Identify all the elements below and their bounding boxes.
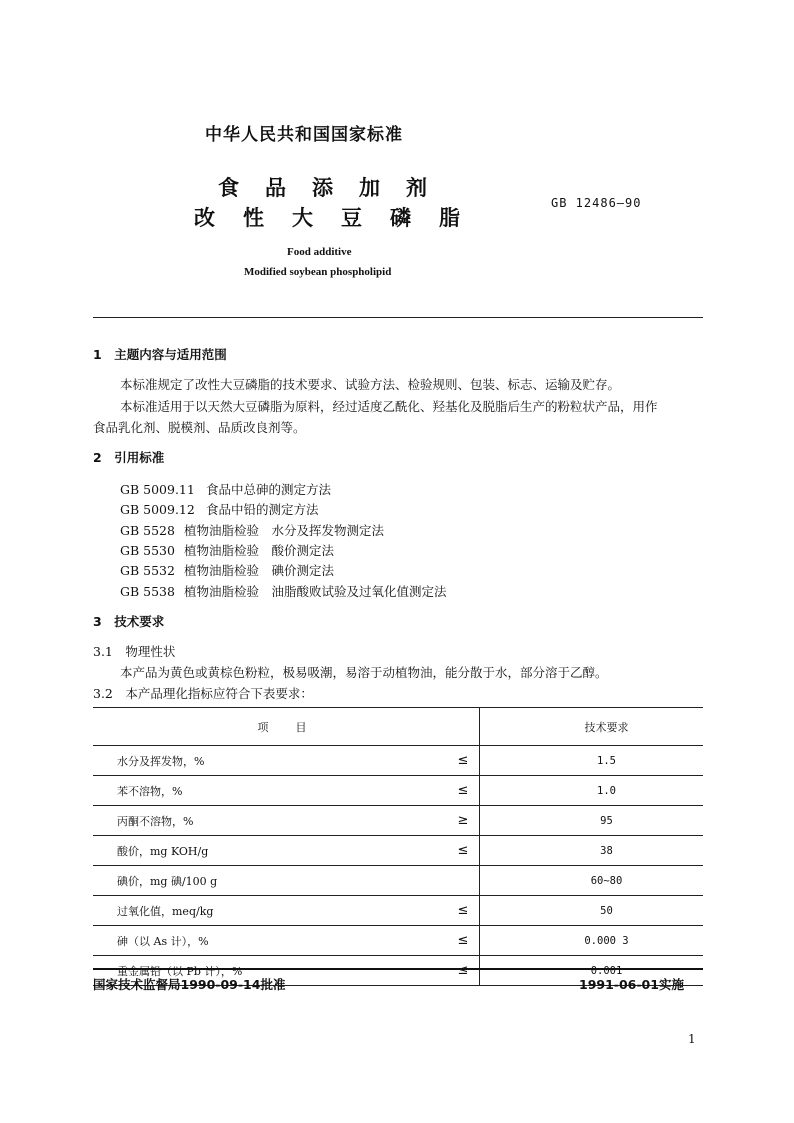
reference-title: 植物油脂检验 碘价测定法	[184, 563, 335, 578]
table-row	[93, 926, 703, 956]
row-item: 重金属铅（以 Pb 计），%	[93, 956, 447, 986]
reference-item	[120, 480, 331, 498]
row-item: 苯不溶物，%	[93, 776, 447, 806]
reference-code: GB 5009.12	[120, 502, 195, 517]
row-item: 丙酮不溶物，%	[93, 806, 447, 836]
table-row	[93, 806, 703, 836]
table-row	[93, 836, 703, 866]
row-item: 砷（以 As 计），%	[93, 926, 447, 956]
row-operator: ≥	[447, 806, 480, 836]
table-row	[93, 746, 703, 776]
section-1-para-2a: 本标准适用于以天然大豆磷脂为原料，经过适度乙酰化、羟基化及脱脂后生产的粉粒状产品，用作	[120, 399, 658, 414]
row-value: 38	[480, 836, 704, 866]
reference-code: GB 5532	[120, 563, 175, 578]
row-operator: ≤	[447, 836, 480, 866]
row-value: 95	[480, 806, 704, 836]
reference-code: GB 5530	[120, 543, 175, 558]
reference-title: 植物油脂检验 油脂酸败试验及过氧化值测定法	[184, 584, 447, 599]
row-value: 0.000 3	[480, 926, 704, 956]
section-1-para-1: 本标准规定了改性大豆磷脂的技术要求、试验方法、检验规则、包装、标志、运输及贮存。	[120, 377, 621, 392]
row-item: 酸价，mg KOH/g	[93, 836, 447, 866]
header-divider	[93, 317, 703, 318]
reference-title: 植物油脂检验 水分及挥发物测定法	[184, 523, 385, 538]
row-operator: ≤	[447, 896, 480, 926]
row-item: 碘价，mg 碘/100 g	[93, 866, 447, 896]
section-3-1-text: 本产品为黄色或黄棕色粉粒，极易吸潮，易溶于动植物油，能分散于水，部分溶于乙醇。	[120, 665, 608, 680]
spec-table	[93, 707, 703, 986]
row-value: 60~80	[480, 866, 704, 896]
row-value: 1.0	[480, 776, 704, 806]
row-value: 50	[480, 896, 704, 926]
title-line-2: 改性大豆磷脂	[194, 206, 488, 230]
reference-code: GB 5538	[120, 584, 175, 599]
row-operator	[447, 866, 480, 896]
english-title-1: Food additive	[287, 246, 352, 258]
effective-date: 1991-06-01实施	[579, 977, 684, 992]
reference-item	[120, 500, 319, 518]
table-row	[93, 896, 703, 926]
row-item: 水分及挥发物，%	[93, 746, 447, 776]
row-value: 0.001	[480, 956, 704, 986]
table-row	[93, 776, 703, 806]
section-3-1-heading: 3.1 物理性状	[93, 644, 176, 659]
row-value: 1.5	[480, 746, 704, 776]
table-row	[93, 866, 703, 896]
section-1-para-2b: 食品乳化剂、脱模剂、品质改良剂等。	[93, 420, 306, 435]
column-header-item: 项 目	[93, 708, 480, 746]
standard-title: 中华人民共和国国家标准	[205, 125, 403, 145]
footer-divider	[93, 968, 703, 970]
section-3-2-heading: 3.2 本产品理化指标应符合下表要求：	[93, 686, 313, 701]
english-title-2: Modified soybean phospholipid	[244, 266, 392, 278]
reference-item	[120, 521, 384, 539]
section-2-heading: 2 引用标准	[93, 450, 165, 465]
title-line-1: 食品添加剂	[218, 176, 453, 200]
section-3-heading: 3 技术要求	[93, 614, 165, 629]
reference-title: 植物油脂检验 酸价测定法	[184, 543, 335, 558]
approval-note: 国家技术监督局1990-09-14批准	[93, 977, 286, 992]
page-number: 1	[688, 1032, 696, 1046]
row-operator: ≤	[447, 956, 480, 986]
row-operator: ≤	[447, 746, 480, 776]
reference-item	[120, 582, 447, 600]
reference-item	[120, 561, 334, 579]
row-operator: ≤	[447, 926, 480, 956]
reference-code: GB 5009.11	[120, 482, 195, 497]
column-header-requirement: 技术要求	[480, 708, 704, 746]
table-header-row	[93, 708, 703, 746]
section-1-heading: 1 主题内容与适用范围	[93, 347, 227, 362]
reference-item	[120, 541, 334, 559]
gb-code: GB 12486—90	[551, 196, 642, 210]
reference-code: GB 5528	[120, 523, 175, 538]
reference-title: 食品中铅的测定方法	[206, 502, 319, 517]
row-operator: ≤	[447, 776, 480, 806]
reference-title: 食品中总砷的测定方法	[206, 482, 332, 497]
row-item: 过氧化值，meq/kg	[93, 896, 447, 926]
